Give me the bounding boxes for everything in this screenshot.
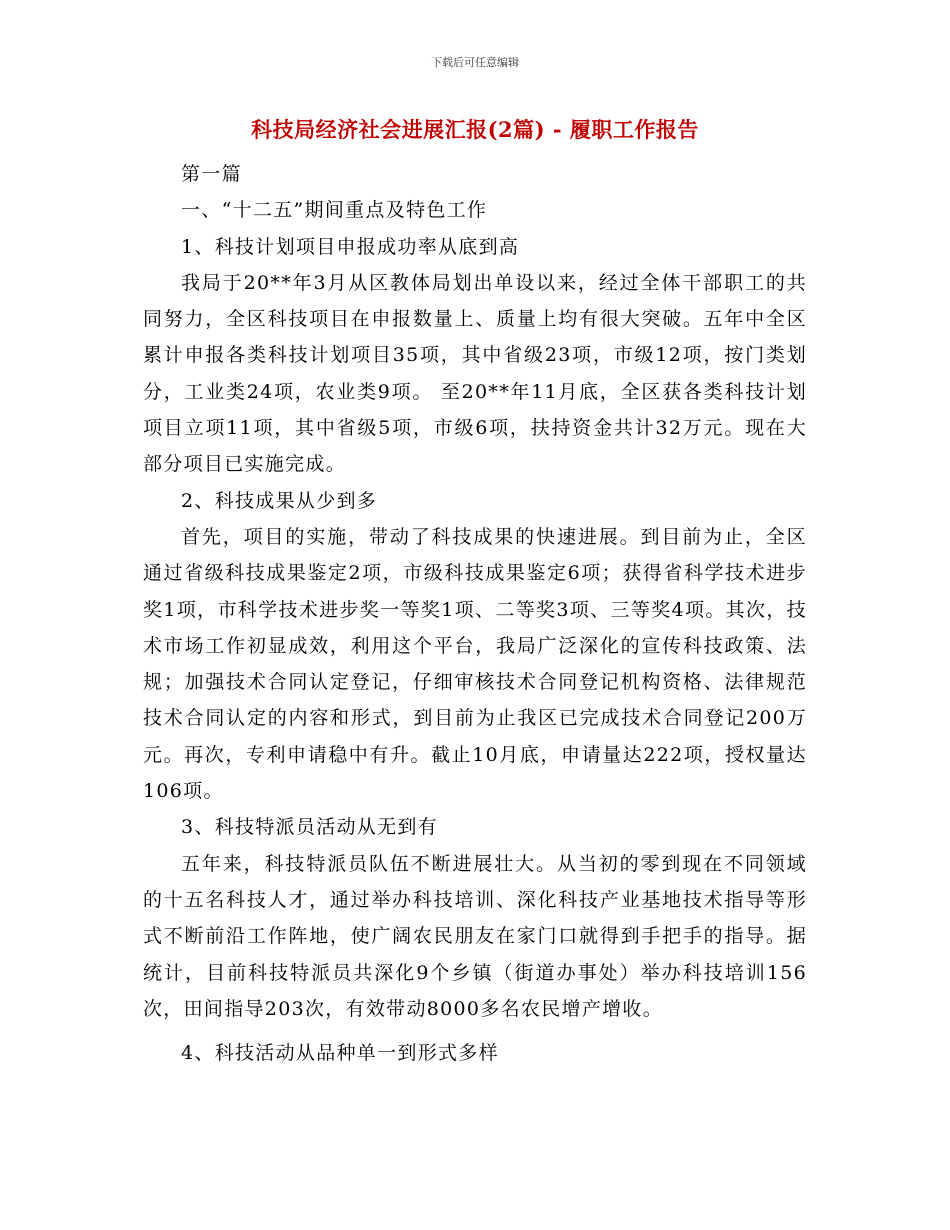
item-heading-3: 3、科技特派员活动从无到有 (181, 816, 438, 839)
part-heading: 第一篇 (181, 163, 242, 185)
header-note: 下载后可任意编辑 (431, 56, 519, 69)
item-heading-1: 1、科技计划项目申报成功率从底到高 (181, 235, 520, 258)
section-heading: 一、“十二五”期间重点及特色工作 (181, 199, 488, 222)
item-heading-4: 4、科技活动从品种单一到形式多样 (181, 1042, 499, 1065)
item-paragraph-2: 首先，项目的实施，带动了科技成果的快速进展。到目前为止，全区通过省级科技成果鉴定2项，市级科技成果鉴定6项；获得省科学技术进步奖1项，市科学技术进步奖一等奖1项、二等奖3项、三等奖4项。其次，技术市场工作初显成效，利用这个平台，我局广泛深化的宣传科技政策、法规；加强技术合同认定登记，仔细审核技术合同登记机构资格、法律规范技术合同认定的内容和形式，到目前为止我区已完成技术合同登记200万元。再次，专利申请稳中有升。截止10月底，申请量达222项，授权量达106项。 (143, 525, 807, 803)
document-title: 科技局经济社会进展汇报(2篇) - 履职工作报告 (251, 117, 699, 142)
item-paragraph-3: 五年来，科技特派员队伍不断进展壮大。从当初的零到现在不同领域的十五名科技人才，通过举办科技培训、深化科技产业基地技术指导等形式不断前沿工作阵地，使广阔农民朋友在家门口就得到手把手的指导。据统计，目前科技特派员共深化9个乡镇（街道办事处）举办科技培训156次，田间指导203次，有效带动8000多名农民增产增收。 (143, 852, 807, 1020)
item-heading-2: 2、科技成果从少到多 (181, 489, 378, 512)
document-body (143, 156, 807, 1071)
item-paragraph-1: 我局于20**年3月从区教体局划出单设以来，经过全体干部职工的共同努力，全区科技项目在申报数量上、质量上均有很大突破。五年中全区累计申报各类科技计划项目35项，其中省级23项，市级12项，按门类划分，工业类24项，农业类9项。 至20**年11月底，全区获各类科技计划项目立项11项，其中省级5项，市级6项，扶持资金共计32万元。现在大部分项目已实施完成。 (143, 271, 807, 476)
